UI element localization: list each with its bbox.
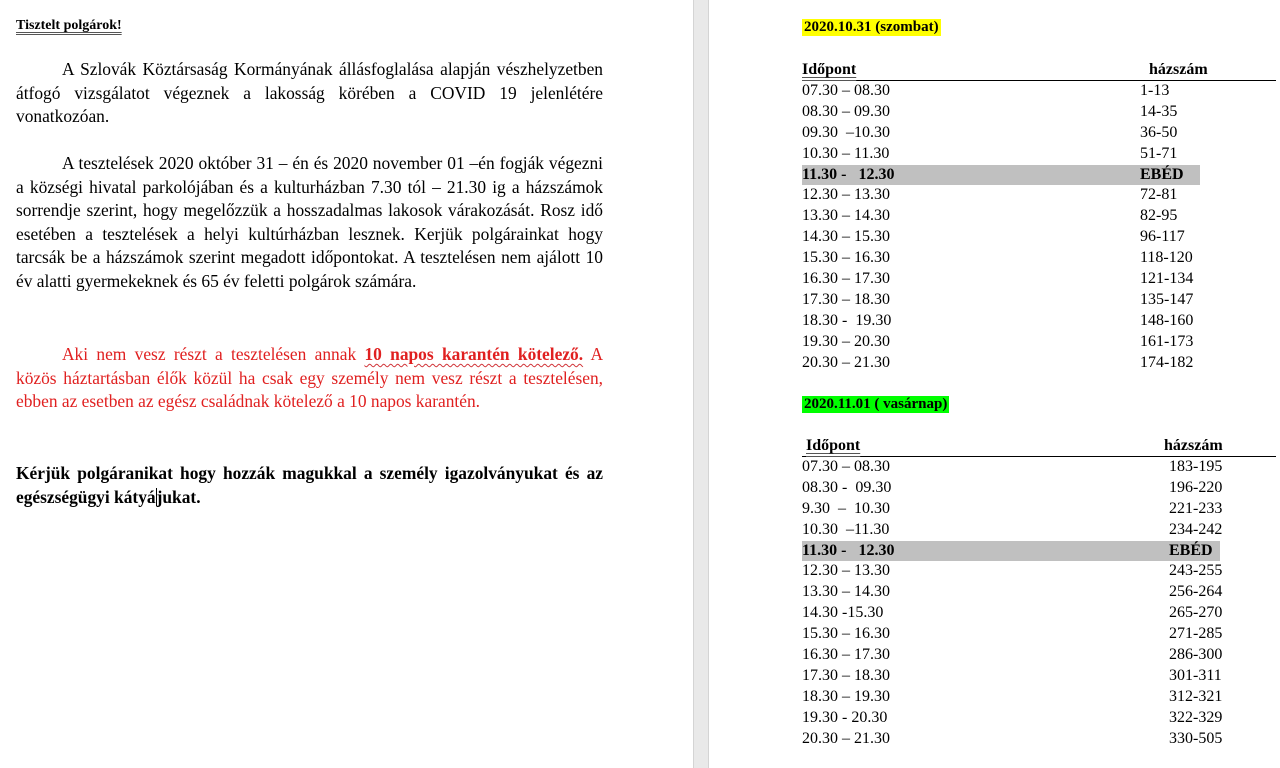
lunch-label: EBÉD [1140, 165, 1184, 183]
day1-table-row [802, 185, 1276, 206]
time-slot: 15.30 – 16.30 [802, 625, 890, 643]
day2-col-time: Időpont [806, 437, 861, 454]
time-slot: 10.30 –11.30 [802, 520, 890, 538]
day2-table-row [802, 666, 1276, 687]
house-range: 312-321 [1169, 687, 1223, 705]
day2-rows [802, 457, 1276, 749]
day2-date-label: 2020.11.01 ( vasárnap) [804, 396, 948, 412]
house-range: 256-264 [1169, 583, 1223, 601]
time-slot: 18.30 - 19.30 [802, 311, 892, 329]
house-range: 51-71 [1140, 144, 1178, 162]
house-range: 96-117 [1140, 228, 1185, 246]
time-slot: 12.30 – 13.30 [802, 186, 890, 204]
day2-schedule-table [802, 437, 1276, 749]
intro-paragraph: A Szlovák Köztársaság Kormányának állásfoglalása alapján vészhelyzetben átfogó vizsgálatot végeznek a lakosság körében a COVID 19 jelenlétére vonatkozóan. [16, 59, 603, 127]
day2-table-row [802, 478, 1276, 499]
day1-table-row [802, 353, 1276, 374]
house-range: 72-81 [1140, 186, 1178, 204]
day1-lunch-row [802, 165, 1200, 186]
day2-table-row [802, 645, 1276, 666]
day2-table-row [802, 457, 1276, 478]
time-slot: 11.30 - 12.30 [802, 165, 895, 183]
day2-table-header [802, 437, 1276, 457]
day1-table-row [802, 290, 1276, 311]
day1-table-row [802, 332, 1276, 353]
day2-table-row [802, 582, 1276, 603]
time-slot: 08.30 – 09.30 [802, 102, 890, 120]
house-range: 135-147 [1140, 290, 1194, 308]
day1-table-row [802, 227, 1276, 248]
time-slot: 17.30 – 18.30 [802, 290, 890, 308]
house-range: 121-134 [1140, 270, 1194, 288]
time-slot: 20.30 – 21.30 [802, 729, 890, 747]
house-range: 36-50 [1140, 123, 1178, 141]
page-gutter [693, 0, 709, 768]
house-range: 322-329 [1169, 708, 1223, 726]
house-range: 183-195 [1169, 458, 1223, 475]
day1-table-row [802, 248, 1276, 269]
time-slot: 14.30 – 15.30 [802, 228, 890, 246]
day2-table-row [802, 561, 1276, 582]
day1-col-house: házszám [1149, 61, 1208, 78]
quarantine-rest-text: A közös háztartásban élők közül ha csak egy személy nem vesz részt a tesztelésen, ebben az esetben az egész családnak kötelező a 10 napos karantén. [16, 344, 603, 412]
house-range: 196-220 [1169, 478, 1223, 496]
house-range: 265-270 [1169, 604, 1223, 622]
time-slot: 9.30 – 10.30 [802, 499, 890, 517]
time-slot: 07.30 – 08.30 [802, 458, 890, 475]
day2-table-row [802, 687, 1276, 708]
day1-table-row [802, 123, 1276, 144]
house-range: 234-242 [1169, 520, 1223, 538]
day1-table-row [802, 311, 1276, 332]
quarantine-paragraph [16, 343, 603, 414]
time-slot: 08.30 - 09.30 [802, 478, 892, 496]
house-range: 301-311 [1169, 666, 1222, 684]
time-slot: 16.30 – 17.30 [802, 270, 890, 288]
time-slot: 15.30 – 16.30 [802, 249, 890, 267]
day2-lunch-row [802, 541, 1220, 562]
house-range: 82-95 [1140, 207, 1178, 225]
time-slot: 13.30 – 14.30 [802, 207, 890, 225]
time-slot: 13.30 – 14.30 [802, 583, 890, 601]
house-range: 118-120 [1140, 249, 1193, 267]
day2-table-row [802, 729, 1276, 750]
time-slot: 20.30 – 21.30 [802, 353, 890, 371]
day2-table-row [802, 520, 1276, 541]
documents-paragraph [16, 462, 603, 509]
house-range: 14-35 [1140, 102, 1178, 120]
greeting-heading: Tisztelt polgárok! [16, 18, 122, 33]
house-range: 286-300 [1169, 646, 1223, 664]
time-slot: 10.30 – 11.30 [802, 144, 890, 162]
house-range: 174-182 [1140, 353, 1194, 371]
time-slot: 09.30 –10.30 [802, 123, 890, 141]
time-slot: 17.30 – 18.30 [802, 666, 890, 684]
lunch-label: EBÉD [1169, 541, 1213, 559]
house-range: 1-13 [1140, 82, 1170, 99]
house-range: 243-255 [1169, 562, 1223, 580]
quarantine-lead-text: Aki nem vesz részt a tesztelésen annak [62, 344, 357, 364]
time-slot: 12.30 – 13.30 [802, 562, 890, 580]
documents-text-start: Kérjük polgáranikat hogy hozzák magukkal a személy igazolványukat és az egészségügyi kátyá [16, 463, 603, 507]
time-slot: 14.30 -15.30 [802, 604, 884, 622]
day2-table-row [802, 624, 1276, 645]
day1-date-label: 2020.10.31 (szombat) [804, 19, 939, 35]
day2-col-house: házszám [1164, 437, 1223, 454]
house-range: 271-285 [1169, 625, 1223, 643]
documents-text-end: jukat. [156, 486, 201, 507]
time-slot: 07.30 – 08.30 [802, 82, 890, 99]
day1-schedule-table [802, 61, 1276, 373]
day1-table-row [802, 81, 1276, 102]
time-slot: 19.30 – 20.30 [802, 332, 890, 350]
day1-table-row [802, 102, 1276, 123]
testing-info-paragraph: A tesztelések 2020 október 31 – én és 2020 november 01 –én fogják végezni a községi hivatal parkolójában és a kulturházban 7.30 tól – 21.30 ig a házszámok sorrendje szerint, hogy megelőzzük a hosszadalmas lakosok várakozását. Rosz idő esetében a tesztelések a helyi kultúrházban lesznek. Kerjük polgárainkat hogy tarcsák be a házszámok szerint megadott időpontokat. A tesztelésen nem ajálott 10 év alatti gyermekeknek és 65 év feletti polgárok számára. [16, 153, 603, 291]
time-slot: 18.30 – 19.30 [802, 687, 890, 705]
day1-table-row [802, 269, 1276, 290]
time-slot: 16.30 – 17.30 [802, 646, 890, 664]
day2-table-row [802, 499, 1276, 520]
house-range: 161-173 [1140, 332, 1194, 350]
day1-table-header [802, 61, 1276, 81]
house-range: 330-505 [1169, 729, 1223, 747]
day1-table-row [802, 206, 1276, 227]
day1-rows [802, 81, 1276, 373]
day1-col-time: Időpont [802, 61, 857, 78]
time-slot: 19.30 - 20.30 [802, 708, 888, 726]
house-range: 221-233 [1169, 499, 1223, 517]
house-range: 148-160 [1140, 311, 1194, 329]
day1-table-row [802, 144, 1276, 165]
quarantine-bold-text: 10 napos karantén kötelező. [364, 344, 584, 364]
time-slot: 11.30 - 12.30 [802, 541, 895, 559]
day2-table-row [802, 603, 1276, 624]
day2-table-row [802, 708, 1276, 729]
